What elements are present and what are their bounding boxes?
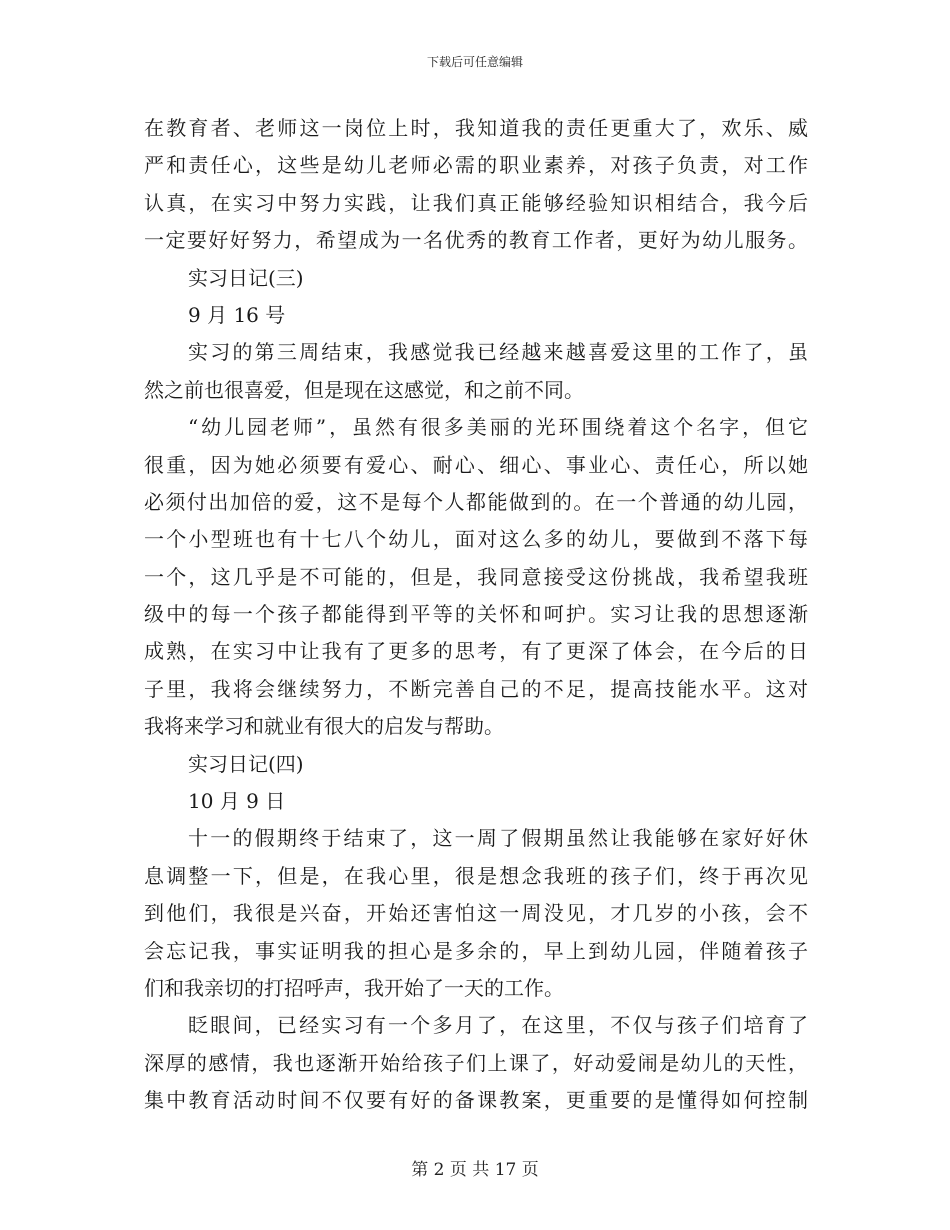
entry-date: 10 月 9 日 <box>188 789 286 814</box>
section-heading: 实习日记(四) <box>188 751 304 776</box>
text-line: 息调整一下，但是，在我心里，很是想念我班的孩子们，终于再次见 <box>144 863 808 888</box>
text-line: 一个，这几乎是不可能的，但是，我同意接受这份挑战，我希望我班 <box>144 564 808 589</box>
page-footer: 第 2 页 共 17 页 <box>411 1160 539 1180</box>
page-header: 下载后可任意编辑 <box>426 55 523 69</box>
text-line: 十一的假期终于结束了，这一周了假期虽然让我能够在家好好休 <box>188 826 808 851</box>
text-line: 们和我亲切的打招呼声，我开始了一天的工作。 <box>144 975 564 1000</box>
text-line: 会忘记我，事实证明我的担心是多余的，早上到幼儿园，伴随着孩子 <box>144 938 808 963</box>
text-line: “幼儿园老师”，虽然有很多美丽的光环围绕着这个名字，但它 <box>188 415 808 440</box>
text-line: 严和责任心，这些是幼儿老师必需的职业素养，对孩子负责，对工作 <box>144 153 808 178</box>
text-line: 级中的每一个孩子都能得到平等的关怀和呵护。实习让我的思想逐渐 <box>144 602 808 627</box>
section-heading: 实习日记(三) <box>188 265 304 290</box>
text-line: 必须付出加倍的爱，这不是每个人都能做到的。在一个普通的幼儿园， <box>144 489 808 514</box>
text-line: 眨眼间，已经实习有一个多月了，在这里，不仅与孩子们培育了 <box>188 1013 808 1038</box>
text-line: 子里，我将会继续努力，不断完善自己的不足，提高技能水平。这对 <box>144 676 808 701</box>
text-line: 实习的第三周结束，我感觉我已经越来越喜爱这里的工作了，虽 <box>188 340 808 365</box>
text-line: 很重，因为她必须要有爱心、耐心、细心、事业心、责任心，所以她 <box>144 452 808 477</box>
text-line: 成熟，在实习中让我有了更多的思考，有了更深了体会，在今后的日 <box>144 639 808 664</box>
document-body <box>144 110 808 1120</box>
text-line: 在教育者、老师这一岗位上时，我知道我的责任更重大了，欢乐、威 <box>144 116 808 140</box>
entry-date: 9 月 16 号 <box>188 302 286 327</box>
text-line: 集中教育活动时间不仅要有好的备课教案，更重要的是懂得如何控制 <box>144 1088 808 1113</box>
text-line: 深厚的感情，我也逐渐开始给孩子们上课了，好动爱闹是幼儿的天性， <box>144 1050 808 1075</box>
text-line: 认真，在实习中努力实践，让我们真正能够经验知识相结合，我今后 <box>144 190 808 215</box>
text-line: 然之前也很喜爱，但是现在这感觉，和之前不同。 <box>144 377 584 402</box>
text-line: 我将来学习和就业有很大的启发与帮助。 <box>144 714 504 739</box>
text-line: 一定要好好努力，希望成为一名优秀的教育工作者，更好为幼儿服务。 <box>144 228 808 253</box>
text-line: 一个小型班也有十七八个幼儿，面对这么多的幼儿，要做到不落下每 <box>144 527 808 552</box>
text-line: 到他们，我很是兴奋，开始还害怕这一周没见，才几岁的小孩，会不 <box>144 901 808 926</box>
